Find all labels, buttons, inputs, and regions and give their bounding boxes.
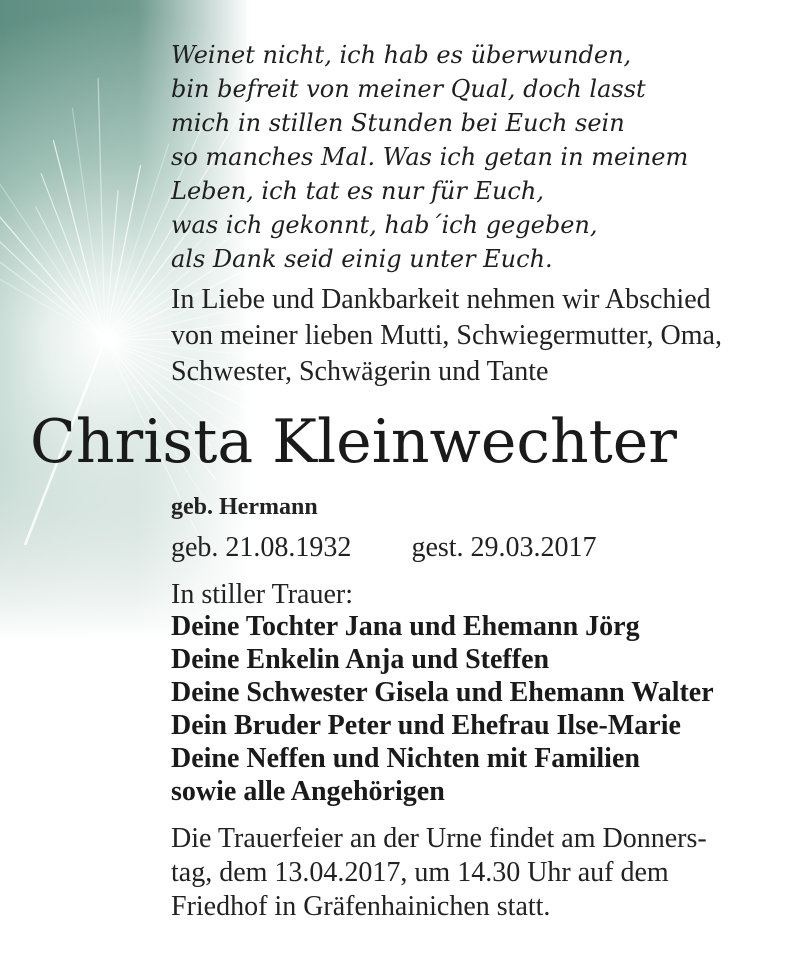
poem-line: so manches Mal. Was ich getan in meinem: [171, 143, 689, 171]
poem-line: was ich gekonnt, hab´ich gegeben,: [171, 211, 598, 239]
deceased-name: Christa Kleinwechter: [30, 407, 677, 477]
poem-line: bin befreit von meiner Qual, doch lasst: [171, 75, 646, 103]
service-line: tag, dem 13.04.2017, um 14.30 Uhr auf dem: [171, 857, 669, 888]
maiden-name: geb. Hermann: [171, 494, 318, 520]
intro-line: In Liebe und Dankbarkeit nehmen wir Abschied: [171, 284, 711, 315]
poem-line: Leben, ich tat es nur für Euch,: [171, 177, 544, 205]
farewell-intro: [171, 282, 791, 390]
life-dates: [171, 530, 771, 566]
service-line: Die Trauerfeier an der Urne findet am Donners-: [171, 823, 707, 854]
birth-date: geb. 21.08.1932: [171, 532, 352, 563]
poem-line: als Dank seid einig unter Euch.: [171, 245, 553, 273]
funeral-service-info: [171, 822, 791, 924]
mourner-entry: Deine Enkelin Anja und Steffen: [171, 644, 550, 675]
service-line: Friedhof in Gräfenhainichen statt.: [171, 891, 551, 922]
intro-line: von meiner lieben Mutti, Schwiegermutter, Oma,: [171, 320, 722, 351]
mourner-entry: Dein Bruder Peter und Ehefrau Ilse-Marie: [171, 710, 681, 741]
mourner-entry: Deine Tochter Jana und Ehemann Jörg: [171, 611, 640, 642]
mourner-entry: sowie alle Angehörigen: [171, 776, 445, 807]
mourner-entry: Deine Neffen und Nichten mit Familien: [171, 743, 640, 774]
death-date: gest. 29.03.2017: [411, 532, 597, 563]
poem-line: Weinet nicht, ich hab es überwunden,: [171, 41, 632, 69]
mourners-list: [171, 610, 791, 808]
intro-line: Schwester, Schwägerin und Tante: [171, 356, 549, 387]
mourner-entry: Deine Schwester Gisela und Ehemann Walter: [171, 677, 714, 708]
memorial-poem: [171, 38, 771, 276]
mourning-heading: In stiller Trauer:: [171, 579, 353, 610]
poem-line: mich in stillen Stunden bei Euch sein: [171, 109, 625, 137]
